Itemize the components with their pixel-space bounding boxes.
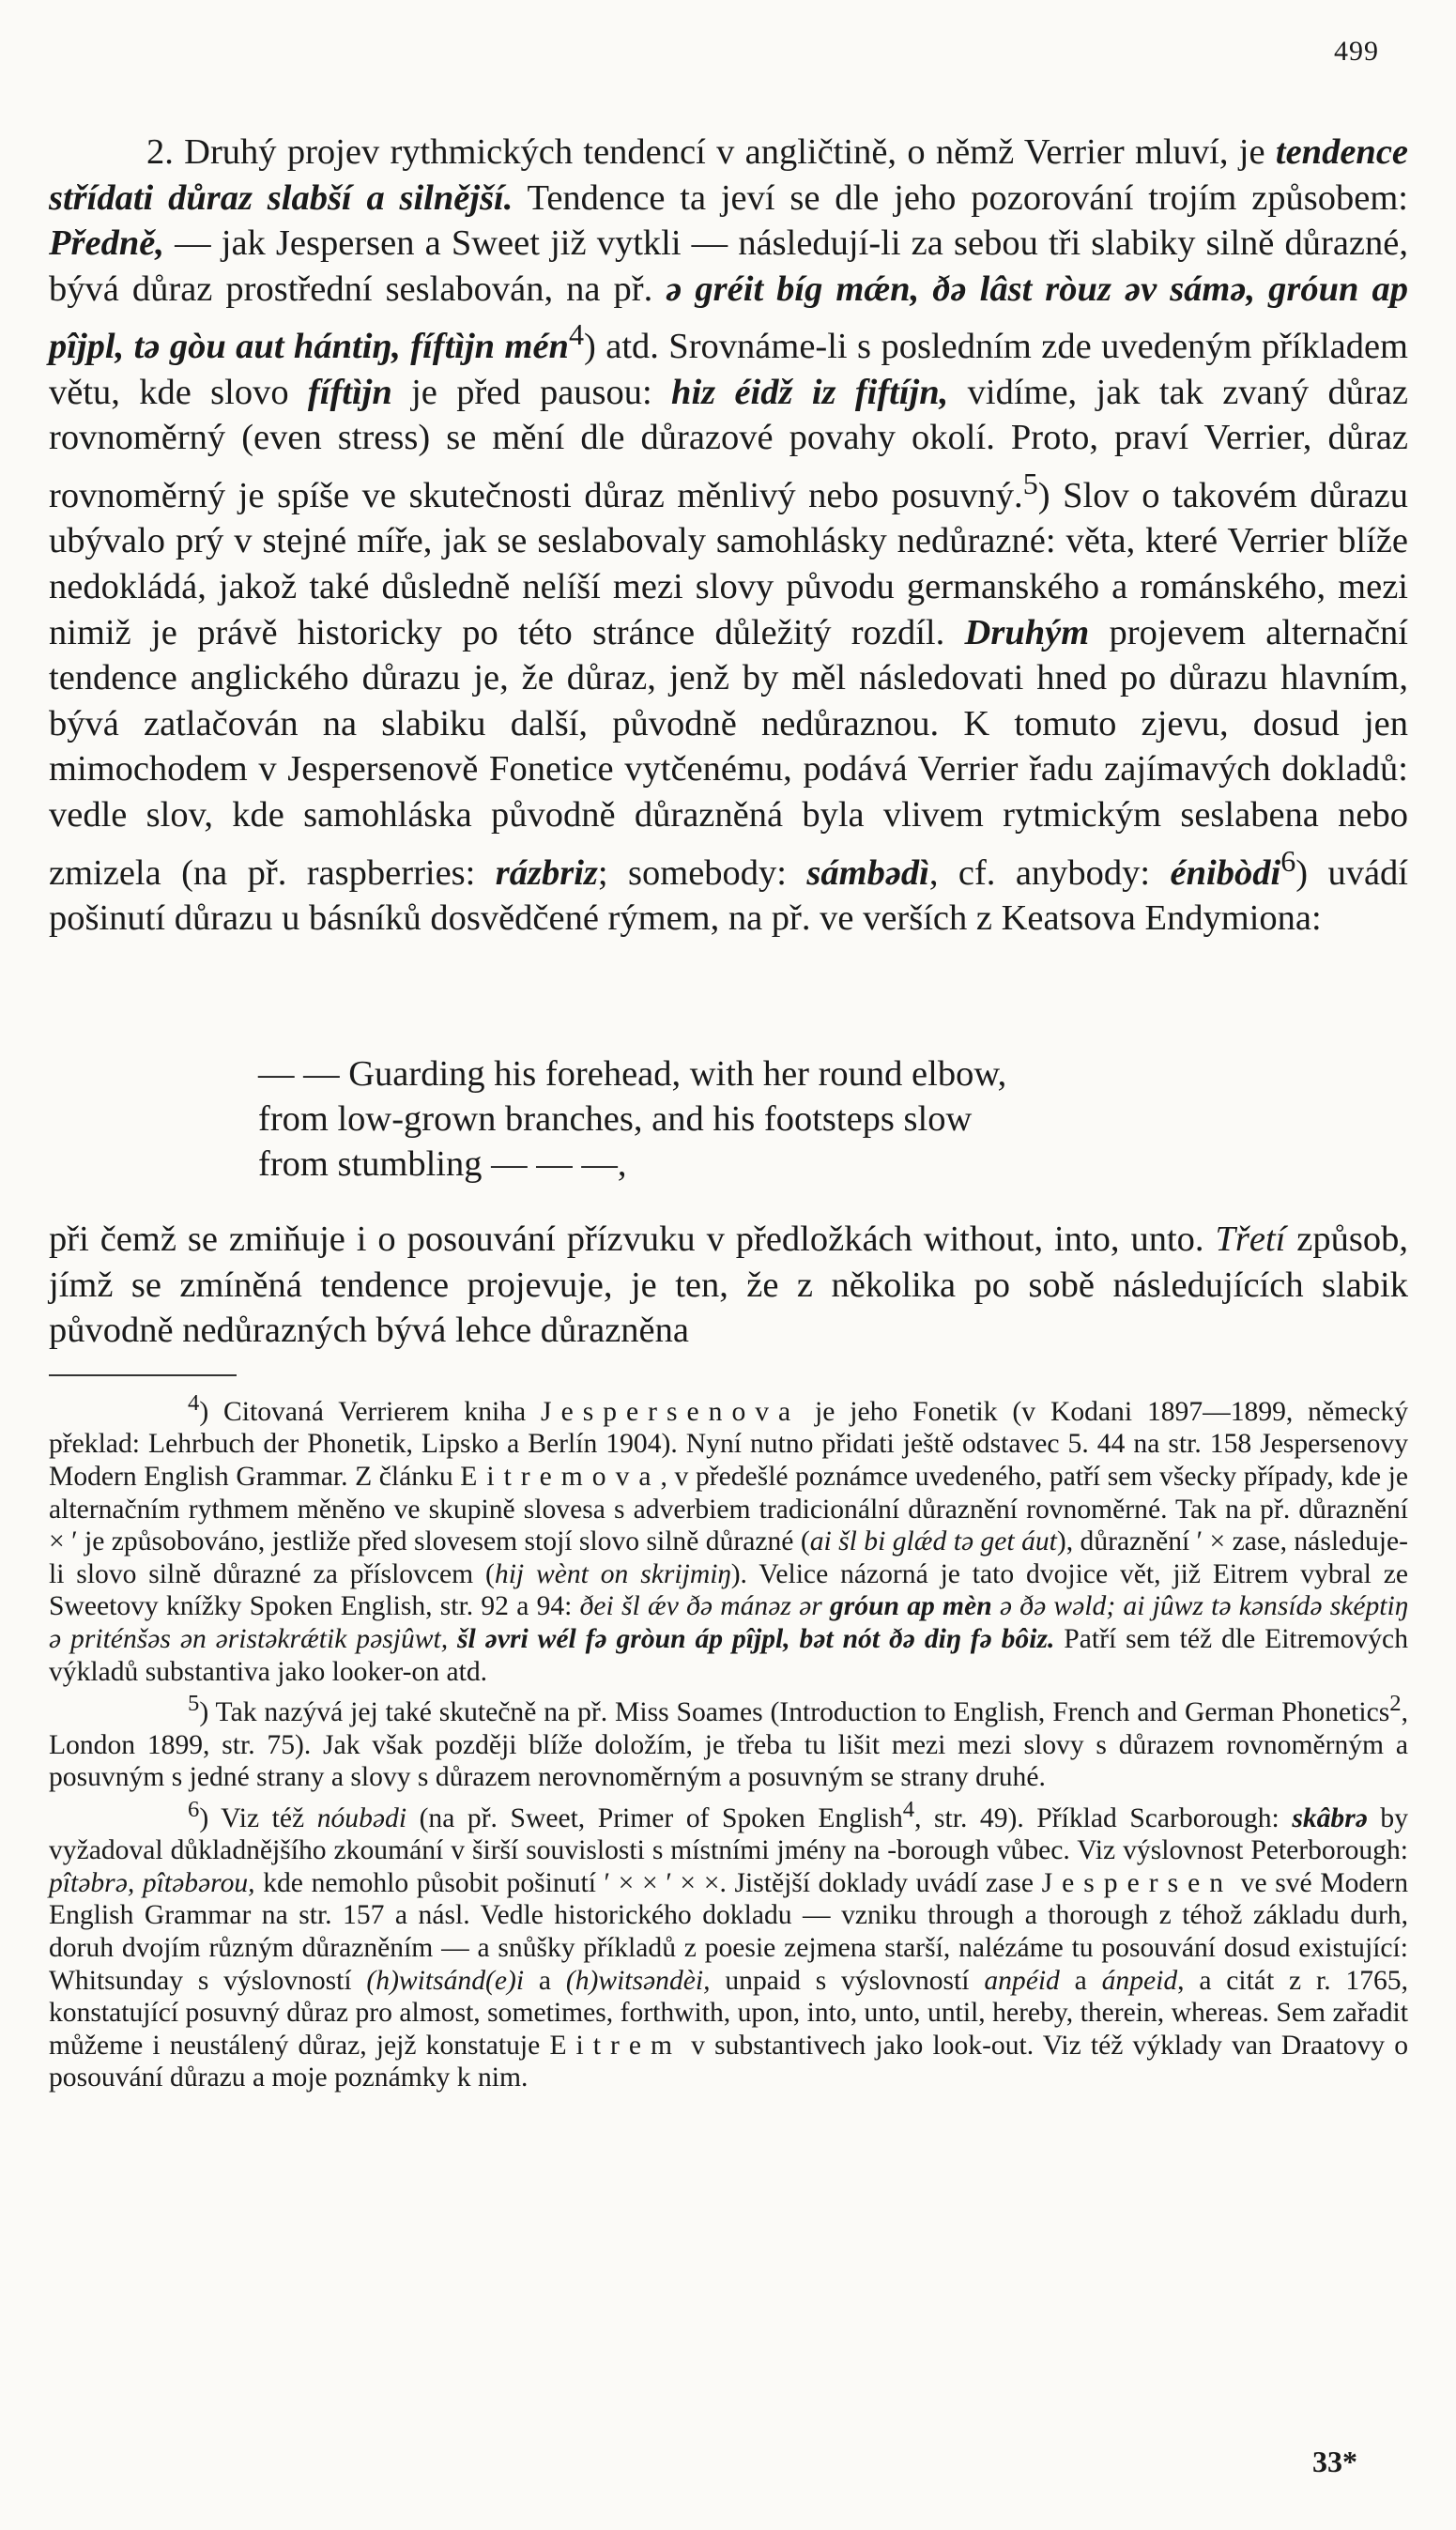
author-name: Eitremova xyxy=(460,1462,661,1493)
phonetic-example: hij wènt on skrijmiŋ xyxy=(494,1558,731,1589)
phonetic-example: nóubədi xyxy=(316,1802,407,1833)
main-text xyxy=(49,130,1408,942)
text-run: kde nemohlo působit pošinutí ʹ × × ʹ × ×. Jistější doklady uvádí zase xyxy=(254,1867,1042,1898)
footnote-ref: 4 xyxy=(568,317,584,352)
emphasis: tendence střídati důraz slabší a silnější. xyxy=(49,132,1408,218)
text-run: — jak Jespersen a Sweet již vytkli — následují-li za sebou tři slabiky silně důrazné, bývá důraz prostřední seslabován, na př. xyxy=(49,223,1408,309)
footnote-number: 5 xyxy=(188,1691,200,1717)
text-run: ). Velice názorná je tato dvojice vět, již Eitrem vybral ze Sweetovy knížky Spoken English, str. 92 a 94: xyxy=(49,1558,1408,1622)
text-run: , a citát z r. 1765, konstatující posuvný důraz pro almost, sometimes, forthwith, upon, into, unto, until, hereby, therein, whereas. Sem zařadit můžeme i neustálený důraz, jejž konstatuje xyxy=(49,1965,1408,2061)
footnote-ref: 5 xyxy=(1022,466,1038,500)
author-name: Jespersenova xyxy=(541,1396,801,1427)
footnote-number: 6 xyxy=(188,1796,200,1822)
footnote-divider xyxy=(49,1374,237,1376)
text-run: ) atd. Srovnáme-li s posledním zde uvedeným příkladem větu, kde slovo xyxy=(49,327,1408,412)
phonetic-example: (h)witsánd(e)i xyxy=(366,1965,525,1996)
phonetic-example: gróun ap mèn xyxy=(829,1591,992,1622)
phonetic-example: sámbədì xyxy=(806,852,929,893)
emphasis: Třetí xyxy=(1215,1219,1286,1259)
page-number: 499 xyxy=(1334,36,1379,67)
text-run: projevem alternační tendence anglického důrazu je, že důraz, jenž by měl následovati hned po důrazu hlavním, bývá zatlačován na slabiku další, původně nedůraznou. K tomuto zjevu, dosud jen mimochodem v Jespersenově Fonetice vytčenému, podává Verrier řadu zajímavých dokladů: vedle slov, kde samohláska původně důrazněná byla vlivem rytmickým seslabena nebo zmizela (na př. raspberries: xyxy=(49,612,1408,893)
text-run: unpaid s výslovností xyxy=(710,1965,985,1996)
phonetic-example: anpéid xyxy=(984,1965,1060,1996)
phonetic-example: ai šl bi glǽd tə get áut xyxy=(809,1526,1057,1557)
text-run: by vyžadoval důkladnějšího zkoumání v širší souvislosti s místními jmény na -borough vůbec. Viz výslovnost Peterborough: xyxy=(49,1802,1409,1866)
printer-signature: 33* xyxy=(1312,2445,1357,2478)
text-run: v substantivech jako look-out. Viz též výklady van Draatovy o posouvání důrazu a moje poznámky k nim. xyxy=(49,2030,1408,2093)
phonetic-example: fíftìjn xyxy=(307,372,392,412)
edition-number: 2 xyxy=(1389,1691,1402,1717)
text-run: při čemž se zmiňuje i o posouvání přízvuku v předložkách without, into, unto. xyxy=(49,1219,1216,1259)
phonetic-example: skâbrə xyxy=(1292,1802,1368,1833)
text-run: ; somebody: xyxy=(597,852,807,893)
text-run: ) Tak nazývá jej také skutečně na př. Miss Soames (Introduction to English, French and German Phonetics xyxy=(199,1697,1390,1728)
text-run: ) Citovaná Verrierem kniha xyxy=(199,1396,542,1427)
verse-line: from stumbling — — —, xyxy=(258,1144,627,1184)
text-run: ve své Modern English Grammar na str. 157 a násl. Vedle historického dokladu — vzniku through a thorough z téhož základu durh, doruh dvojím různým důrazněním — a snůšky příkladů z poesie zejmena starší, nalézáme tu posouvání dosud existující: Whitsunday s výslovností xyxy=(49,1867,1408,1996)
phonetic-example: šl əvri wél fə gròun áp pîjpl, bət nót ðə diŋ fə bôiz. xyxy=(457,1624,1055,1655)
text-run: , str. 49). Příklad Scarborough: xyxy=(914,1802,1293,1833)
paragraph-2 xyxy=(49,1217,1408,1354)
emphasis: Předně, xyxy=(49,223,164,264)
text-run: a xyxy=(524,1965,566,1996)
phonetic-example: (h)witsəndèi, xyxy=(565,1965,711,1996)
text-run: a xyxy=(1059,1965,1102,1996)
phonetic-example: énibòdi xyxy=(1170,852,1281,893)
phonetic-example: ánpeid xyxy=(1101,1965,1178,1996)
verse-line: — — Guarding his forehead, with her round elbow, xyxy=(258,1054,1007,1094)
footnotes xyxy=(49,1388,1408,2094)
text-run: Tendence ta jeví se dle jeho pozorování trojím způsobem: xyxy=(513,177,1408,218)
text-run: 2. Druhý projev rythmických tendencí v angličtině, o němž Verrier mluví, je xyxy=(146,132,1276,172)
author-name: Eitrem xyxy=(549,2030,682,2061)
verse-quotation xyxy=(258,1051,1006,1187)
text-run: je jeho Fonetik (v Kodani 1897—1899, německý překlad: Lehrbuch der Phonetik, Lipsko a Berlín 1904). Nyní nutno přidati ještě odstavec 5. 44 na str. 158 Jespersenovy Modern English Grammar. Z článku xyxy=(49,1396,1408,1493)
phonetic-example: pîtəbrə, pîtəbərou, xyxy=(49,1867,255,1898)
footnote-4 xyxy=(49,1388,1408,1688)
phonetic-example: ə gréit bíg mǽn, ðə lâst ròuz əv sámə, gróun ap pîjpl, tə gòu aut hántiŋ, fíftìjn mén xyxy=(49,268,1408,367)
text-run: vidíme, jak tak zvaný důraz rovnoměrný (even stress) se mění dle důrazové povahy okolí. Proto, praví Verrier, důraz rovnoměrný je spíše ve skutečnosti důraz měnlivý nebo posuvný. xyxy=(49,372,1408,515)
text-run: ) Slov o takovém důrazu ubývalo prý v stejné míře, jak se seslabovaly samohlásky nedůrazné: věta, které Verrier blíže nedokládá, jakož také důsledně nelíší mezi slovy původu germanského a románského, mezi nimiž je právě historicky po této stránce důležitý rozdíl. xyxy=(49,475,1408,652)
footnote-ref: 6 xyxy=(1280,843,1296,878)
phonetic-example: ðei šl ǽv ðə mánəz ər xyxy=(579,1591,830,1622)
text-run: Patří sem též dle Eitremových výkladů substantiva jako looker-on atd. xyxy=(49,1624,1408,1687)
text-run: způsob, jímž se zmíněná tendence projevuje, je ten, že z několika po sobě následujících slabik původně nedůrazných bývá lehce důrazněna xyxy=(49,1219,1408,1351)
emphasis: Druhým xyxy=(964,612,1090,652)
phonetic-example: rázbriz xyxy=(495,852,598,893)
text-run: , London 1899, str. 75). Jak však později blíže doložím, je třeba tu lišit mezi mezi slovy s důrazem rovnoměrným a posuvným s jedné strany a slovy s důrazem nerovnoměrným a posuvným se strany druhé. xyxy=(49,1697,1408,1793)
phonetic-example: ə ðə wəld; ai jûwz tə kənsídə sképtiŋ ə priténšəs ən əristəkrǽtik pəsjûwt, xyxy=(49,1591,1409,1655)
verse-line: from low-grown branches, and his footsteps slow xyxy=(258,1099,973,1139)
text-run: ) Viz též xyxy=(199,1802,317,1833)
paragraph-1 xyxy=(49,130,1408,942)
text-run: , cf. anybody: xyxy=(928,852,1171,893)
text-run: ) uvádí pošinutí důrazu u básníků dosvědčené rýmem, na př. ve verších z Keatsova Endymiona: xyxy=(49,852,1408,938)
footnote-number: 4 xyxy=(188,1390,200,1416)
text-run: (na př. Sweet, Primer of Spoken English xyxy=(406,1802,903,1833)
phonetic-example: hiz éidž iz fiftíjn, xyxy=(671,372,949,412)
edition-number: 4 xyxy=(902,1796,915,1822)
footnote-5 xyxy=(49,1688,1408,1794)
text-run: , v předešlé poznámce uvedeného, patří sem všecky případy, kde je alternačním rythmem měněno ve skupině slovesa s adverbiem tradicionální důraznění rovnoměrné. Tak na př. důraznění × ʹ je způsobováno, jestliže před slovesem stojí slovo silně důrazné ( xyxy=(49,1462,1408,1557)
author-name: Jespersen xyxy=(1041,1867,1234,1898)
text-run: je před pausou: xyxy=(391,372,672,412)
text-run: ), důraznění ʹ × zase, následuje-li slovo silně důrazné za příslovcem ( xyxy=(49,1526,1408,1589)
footnote-6 xyxy=(49,1794,1408,2094)
